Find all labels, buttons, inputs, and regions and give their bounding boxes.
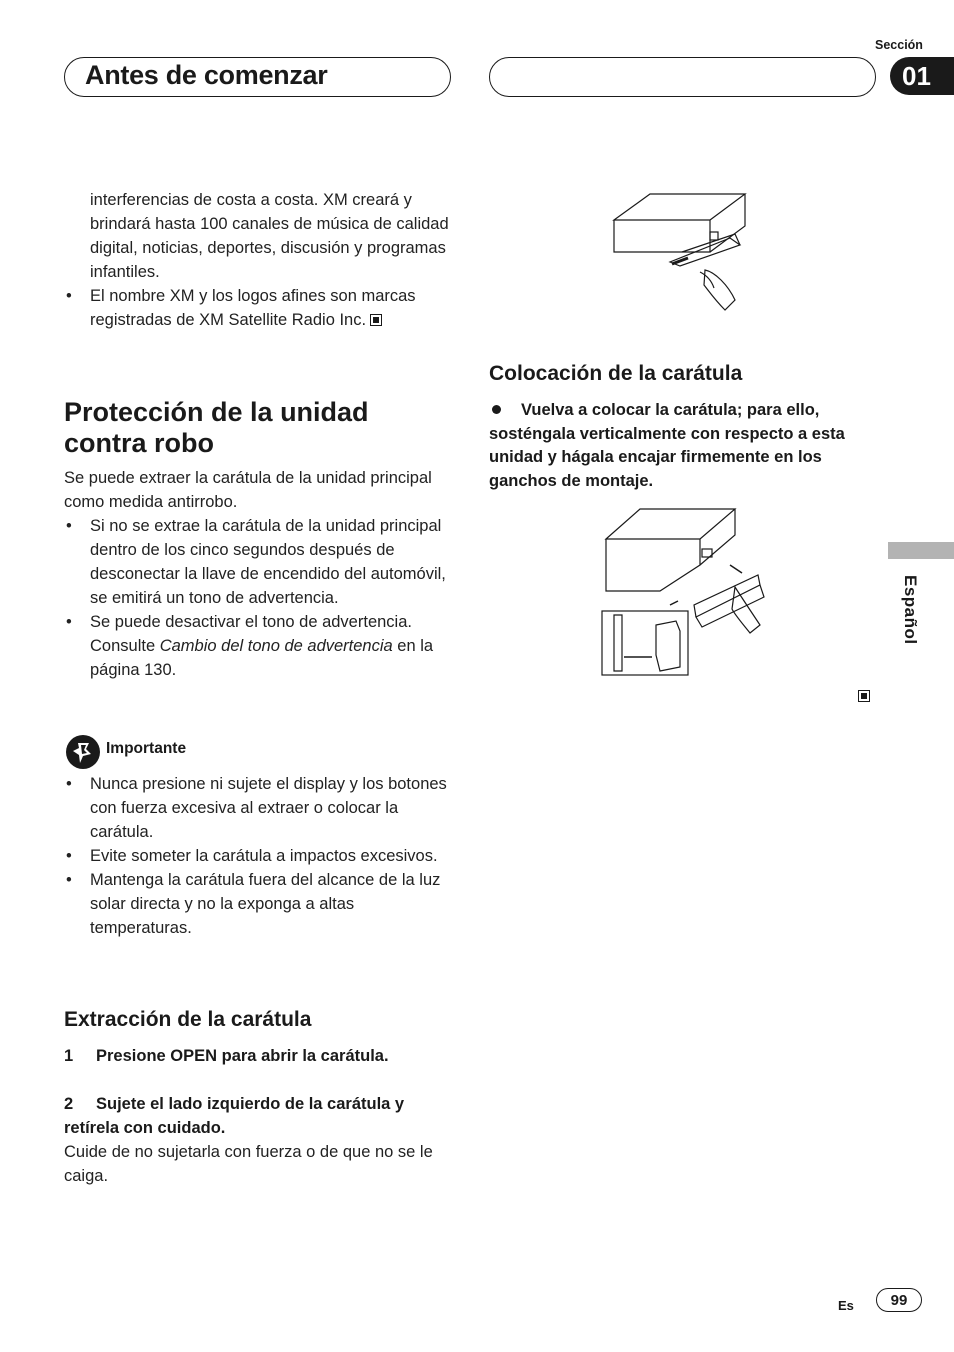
important-bullets <box>64 772 454 940</box>
removal-step-1 <box>64 1045 456 1069</box>
language-tab <box>888 542 954 559</box>
language-label: Español <box>901 575 920 645</box>
list-item: • Mantenga la carátula fuera del alcance de la luz solar directa y no la exponga a altas temperaturas. <box>66 871 441 937</box>
removal-heading: Extracción de la carátula <box>64 1008 312 1031</box>
list-item: • Se puede desactivar el tono de advertencia. Consulte Cambio del tono de advertencia en la página 130. <box>66 613 434 679</box>
important-bullet-2: Evite someter la carátula a impactos excesivos. <box>90 847 438 865</box>
list-item: • Evite someter la carátula a impactos excesivos. <box>66 847 438 865</box>
section-number: 01 <box>890 57 954 95</box>
header-blank-pill <box>489 57 876 97</box>
important-icon <box>65 734 101 770</box>
bullet-dot-icon <box>492 405 501 414</box>
section-label: Sección <box>875 38 923 52</box>
header-title-pill <box>64 57 451 97</box>
header-title: Antes de comenzar <box>85 60 328 90</box>
removal-step-2-note: Cuide de no sujetarla con fuerza o de que no se le caiga. <box>64 1143 433 1185</box>
list-item: • Nunca presione ni sujete el display y los botones con fuerza excesiva al extraer o colocar la carátula. <box>66 775 447 841</box>
protection-bullets <box>64 514 456 682</box>
step-text: Presione OPEN para abrir la carátula. <box>96 1047 389 1065</box>
step-number: 2 <box>64 1095 74 1113</box>
step-number: 1 <box>64 1047 74 1065</box>
intro-paragraph: interferencias de costa a costa. XM creará y brindará hasta 100 canales de música de calidad digital, noticias, deportes, discusión y programas infantiles. <box>90 191 449 281</box>
page-number: 99 <box>876 1288 922 1312</box>
attach-instruction-text: Vuelva a colocar la carátula; para ello, sosténgala verticalmente con respecto a esta unidad y hágala encajar firmemente en los ganchos de montaje. <box>489 401 845 490</box>
important-body <box>64 772 454 940</box>
intro-bullet-text: El nombre XM y los logos afines son marcas registradas de XM Satellite Radio Inc. <box>90 287 416 329</box>
attach-illustration <box>600 505 770 677</box>
important-bullet-3: Mantenga la carátula fuera del alcance de la luz solar directa y no la exponga a altas temperaturas. <box>90 871 441 937</box>
important-label: Importante <box>106 740 187 757</box>
attach-heading: Colocación de la carátula <box>489 362 743 385</box>
list-item: • El nombre XM y los logos afines son marcas registradas de XM Satellite Radio Inc. <box>66 287 416 329</box>
important-bullet-1: Nunca presione ni sujete el display y los botones con fuerza excesiva al extraer o colocar la carátula. <box>90 775 447 841</box>
protection-bullet-2: Se puede desactivar el tono de advertencia. Consulte <box>90 613 412 655</box>
protection-heading: Protección de la unidad contra robo <box>64 397 369 458</box>
end-mark-icon <box>370 314 382 326</box>
list-item: • Si no se extrae la carátula de la unidad principal dentro de los cinco segundos después de desconectar la llave de encendido del automóvil, se emitirá un tono de advertencia. <box>66 517 446 607</box>
protection-bullet-1: Si no se extrae la carátula de la unidad principal dentro de los cinco segundos después de desconectar la llave de encendido del automóvil, se emitirá un tono de advertencia. <box>90 517 446 607</box>
attach-end-mark <box>858 688 870 706</box>
step-text: Sujete el lado izquierdo de la carátula y retírela con cuidado. <box>64 1095 405 1137</box>
cross-reference-link[interactable]: Cambio del tono de advertencia <box>159 637 393 655</box>
removal-step-2 <box>64 1093 456 1140</box>
intro-continuation <box>64 188 454 332</box>
end-mark-icon <box>858 690 870 702</box>
protection-intro: Se puede extraer la carátula de la unidad principal como medida antirrobo. <box>64 469 432 511</box>
footer-lang-code: Es <box>838 1298 854 1313</box>
intro-bullets <box>64 284 454 332</box>
removal-illustration <box>610 190 760 315</box>
protection-bullet-2-tail: en la página 130. <box>90 637 434 679</box>
attach-instruction <box>489 399 869 493</box>
protection-body <box>64 466 456 682</box>
